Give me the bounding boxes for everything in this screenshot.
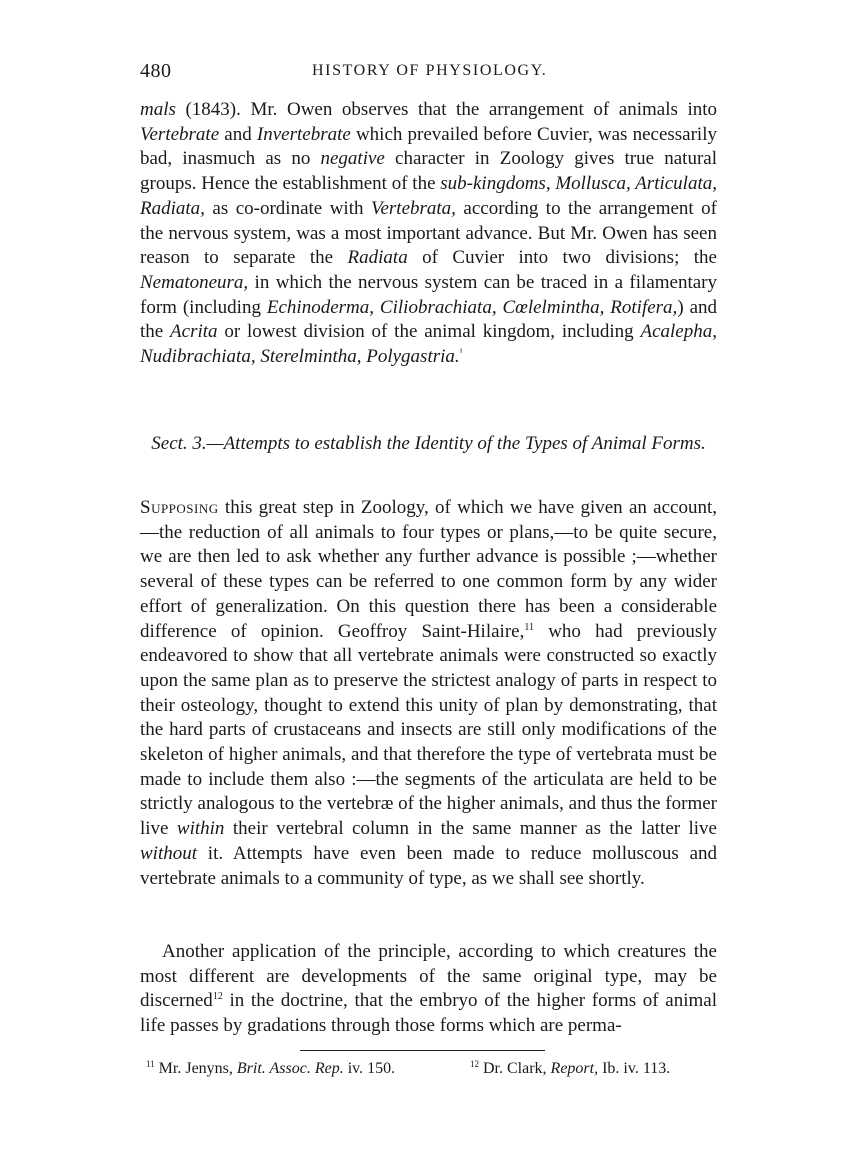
- text: Another application of the principle, according to which creatures the most different are developments of the same original type, may be discerned: [140, 941, 717, 1012]
- footnote-ref-11: 11: [524, 621, 534, 633]
- text: their vertebral column in the same manner as the latter live: [224, 818, 717, 840]
- text: of Cuvier into two divisions; the: [407, 247, 717, 269]
- lead-word: Supposing: [140, 497, 219, 518]
- text: who had previously endeavored to show that all vertebrate animals were constructed so exactly upon the same plan as to preserve the strictest analogy of parts in respect to their osteology, thought to extend this unity of plan by demonstrating, that the hard parts of crustaceans and insects are still only modifications of the skeleton of higher animals, and that therefore the type of vertebrata must be made to include them also :—the segments of the articulata are held to be strictly analogous to the vertebræ of the higher animals, and thus the former live: [140, 620, 718, 840]
- section-heading: [140, 432, 717, 456]
- text: which prevailed before Cuvier, was necessarily bad, inasmuch as no: [140, 123, 717, 170]
- text: according to the arrangement of the nervous system, was a most important advance. But Mr. Owen has seen reason to separate the: [140, 197, 718, 269]
- footnote-ref-12: 12: [212, 991, 223, 1003]
- text-italic: within: [176, 818, 225, 840]
- text: Ib. iv. 113.: [598, 1060, 671, 1077]
- text-italic: Echinoderma, Ciliobrachiata, Cœlelmintha, Rotifera,: [266, 296, 678, 318]
- footnote-divider: [300, 1050, 545, 1051]
- paragraph-owen-classification: [140, 98, 717, 370]
- footnote-mark: 12: [470, 1059, 479, 1069]
- text: in the doctrine, that the embryo of the higher forms of animal life passes by gradations through those forms which are perma-: [140, 990, 717, 1037]
- footnote-11: [146, 1060, 395, 1078]
- text: Mr. Jenyns,: [154, 1060, 237, 1077]
- text-italic: Nematoneura,: [140, 271, 249, 293]
- text-italic: Vertebrata,: [370, 197, 456, 219]
- text: it. Attempts have even been made to reduce molluscous and vertebrate animals to a community of type, as we shall see shortly.: [140, 842, 717, 889]
- text: iv. 150.: [343, 1060, 396, 1077]
- text: character in Zoology gives true natural groups. Hence the establishment of the: [140, 148, 717, 195]
- text: Dr. Clark,: [479, 1060, 551, 1077]
- text: and: [219, 123, 257, 145]
- paragraph-unity-of-type: [140, 496, 717, 891]
- note-mark: ¹: [459, 347, 463, 359]
- text-italic: sub-kingdoms, Mollusca, Articulata, Radiata,: [140, 173, 717, 219]
- text-italic: Report,: [550, 1060, 599, 1077]
- text: (1843). Mr. Owen observes that the arrangement of animals into: [175, 99, 717, 120]
- footnotes: [146, 1060, 726, 1086]
- page-header: [138, 60, 718, 90]
- text-italic: Vertebrate: [140, 123, 220, 145]
- running-head: HISTORY OF PHYSIOLOGY.: [312, 62, 548, 79]
- text: as co-ordinate with: [204, 197, 371, 219]
- text-italic: Invertebrate: [256, 123, 351, 145]
- text-italic: without: [140, 842, 198, 864]
- text: or lowest division of the animal kingdom, including: [217, 321, 641, 343]
- text: in which the nervous system can be traced in a filamentary form (including: [140, 271, 717, 318]
- page-number: 480: [140, 60, 172, 82]
- section-label: Sect. 3.: [151, 433, 207, 454]
- footnote-12: [470, 1060, 670, 1078]
- text-italic: Brit. Assoc. Rep.: [236, 1060, 344, 1077]
- text: ) and the: [140, 296, 717, 343]
- section-title-text: —Attempts to establish the Identity of the Types of Animal Forms.: [206, 433, 706, 454]
- text-italic: Acrita: [170, 321, 218, 343]
- text-italic: negative: [320, 148, 385, 170]
- text-italic: Radiata: [347, 247, 408, 269]
- text-italic: mals: [140, 99, 176, 120]
- footnote-mark: 11: [146, 1059, 155, 1069]
- text-italic: Acalepha, Nudibrachiata, Sterelmintha, Polygastria.: [140, 321, 717, 368]
- paragraph-embryo-doctrine: [140, 940, 717, 1039]
- text: this great step in Zoology, of which we have given an account,—the reduction of all animals to four types or plans,—to be quite secure, we are then led to ask whether any further advance is possible ;—whether several of these types can be referred to one common form by any wider effort of generalization. On this question there has been a considerable difference of opinion. Geoffroy Saint-Hilaire,: [140, 497, 717, 642]
